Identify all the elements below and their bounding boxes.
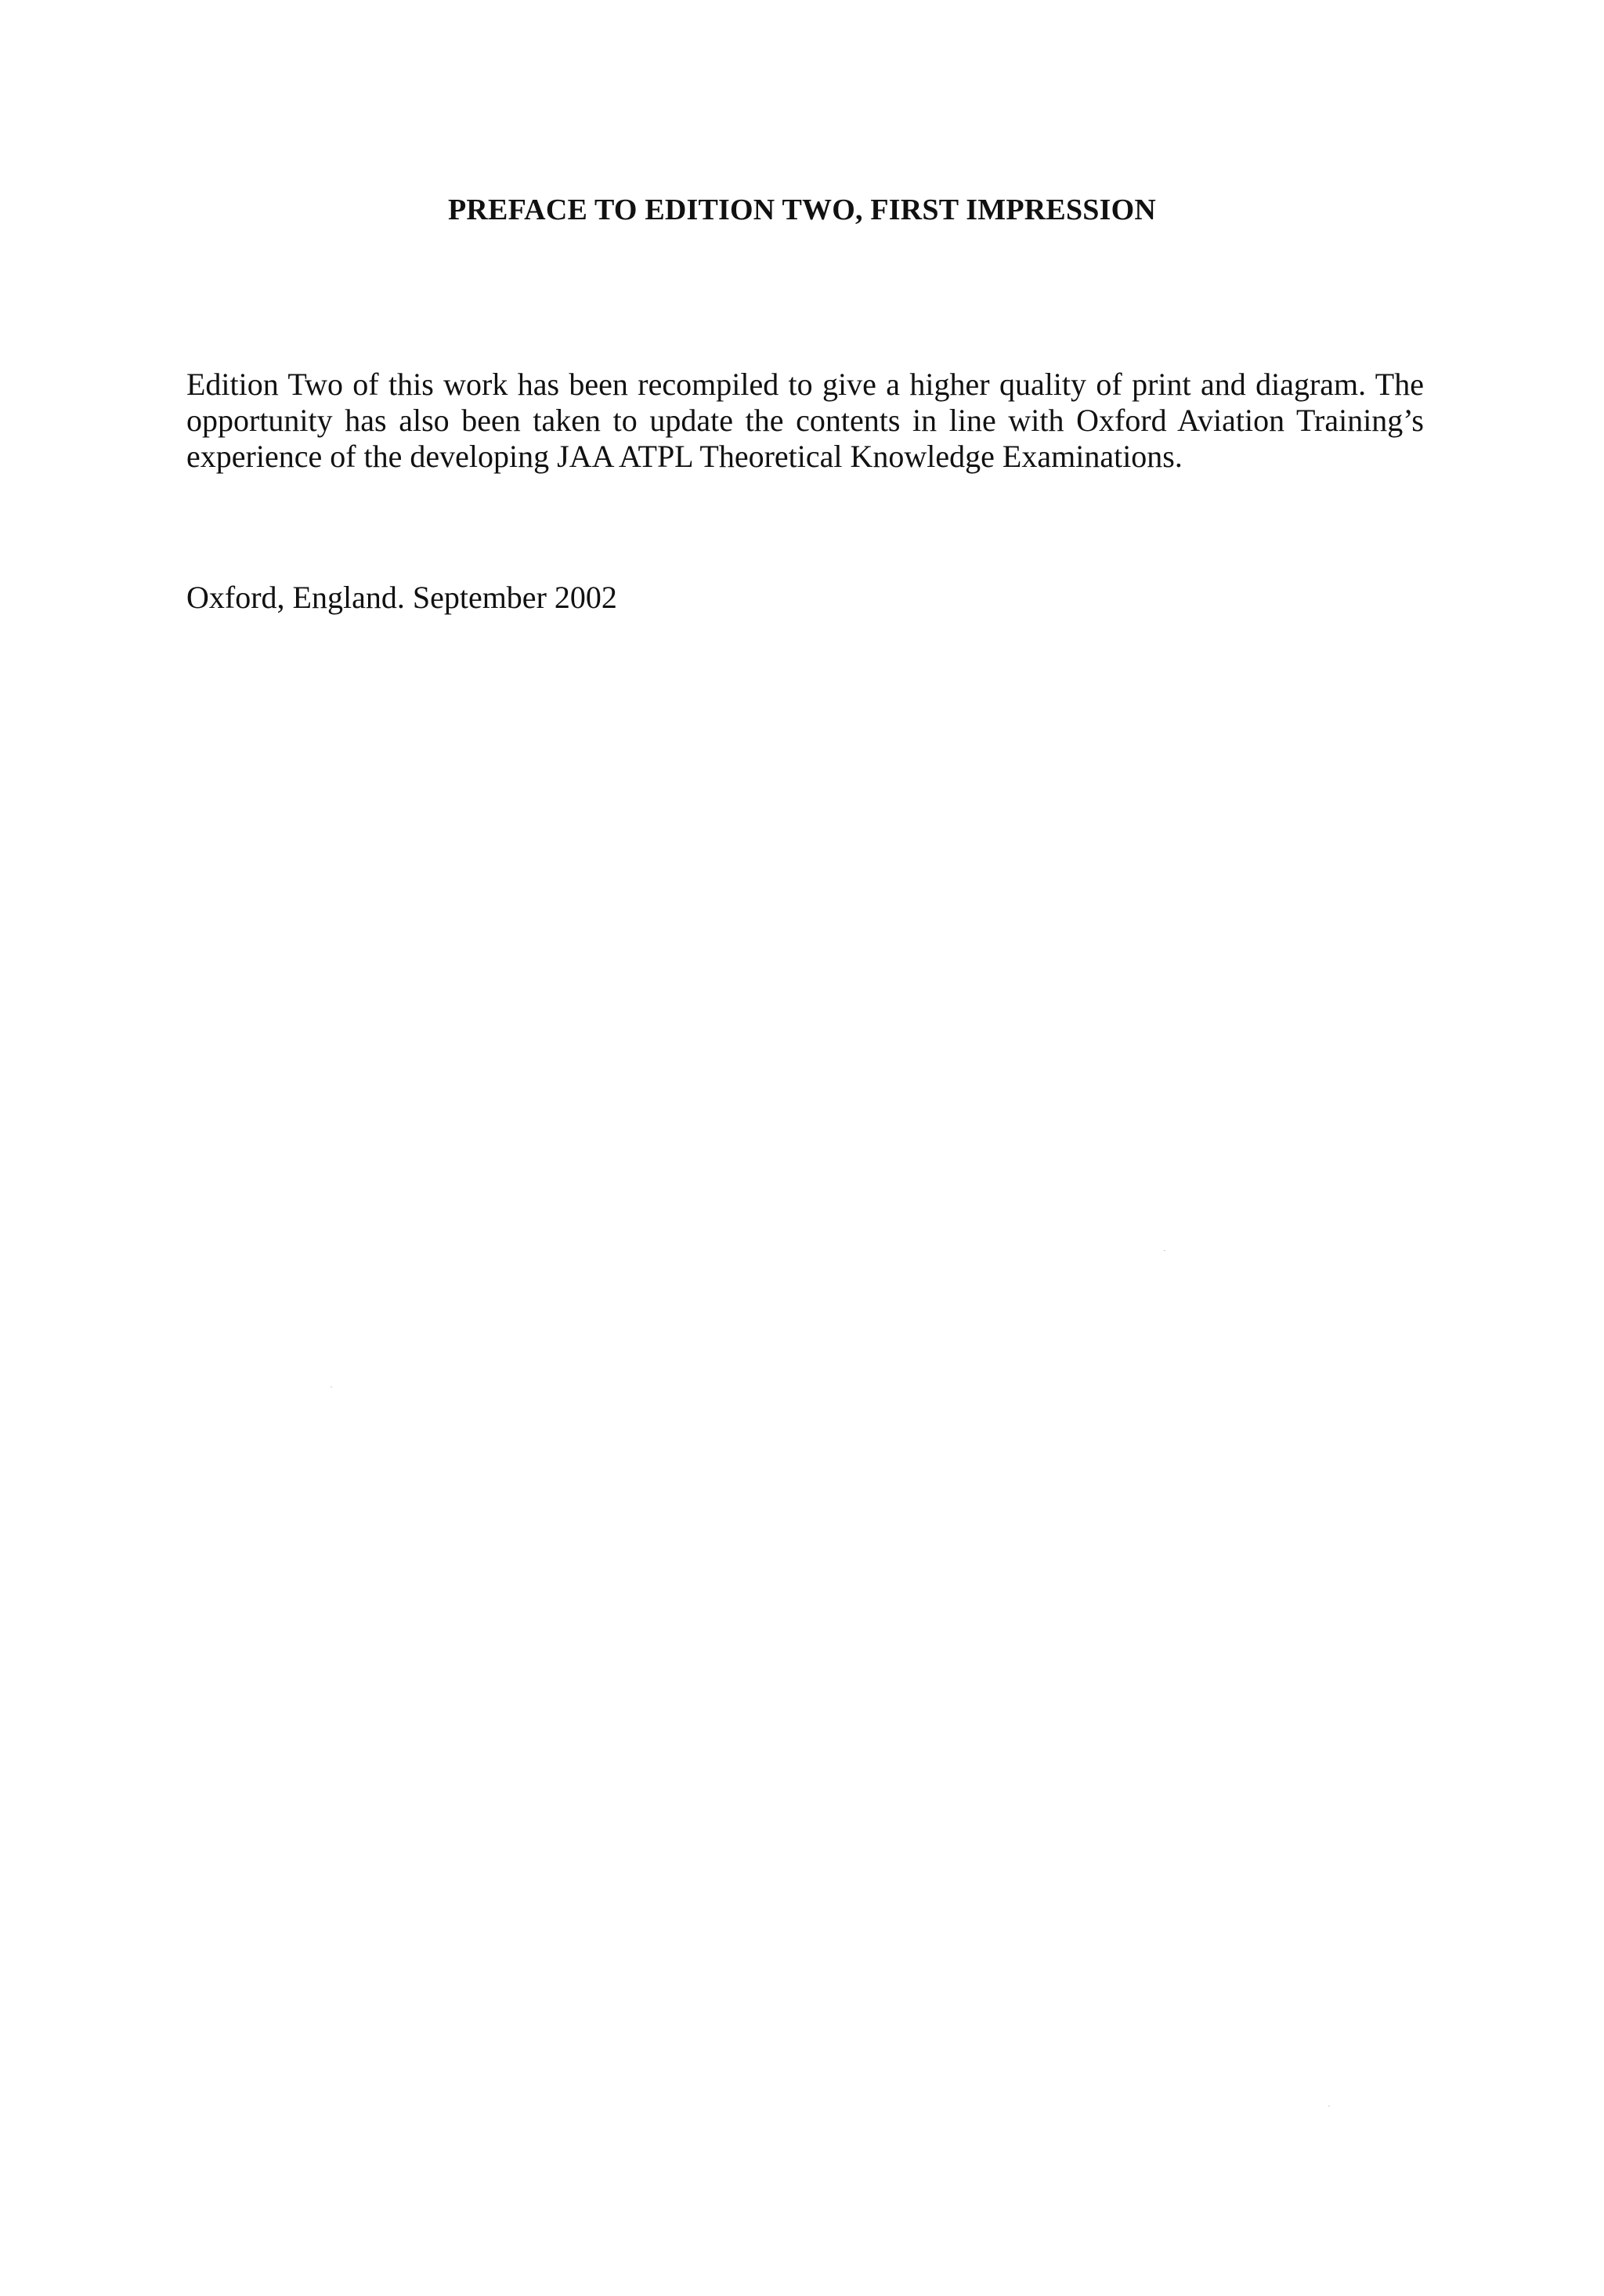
paragraph-line: opportunity has also been taken to update the contents in line with Oxford Aviation Training’s bbox=[186, 403, 1424, 438]
preface-paragraph bbox=[186, 367, 1424, 475]
page-title: PREFACE TO EDITION TWO, FIRST IMPRESSION bbox=[447, 193, 1157, 226]
scan-speck bbox=[1164, 1250, 1165, 1251]
signoff-place-date: Oxford, England. September 2002 bbox=[186, 580, 617, 615]
paragraph-line: experience of the developing JAA ATPL Theoretical Knowledge Examinations. bbox=[186, 439, 1183, 474]
paragraph-line: Edition Two of this work has been recompiled to give a higher quality of print and diagram. The bbox=[186, 367, 1424, 402]
